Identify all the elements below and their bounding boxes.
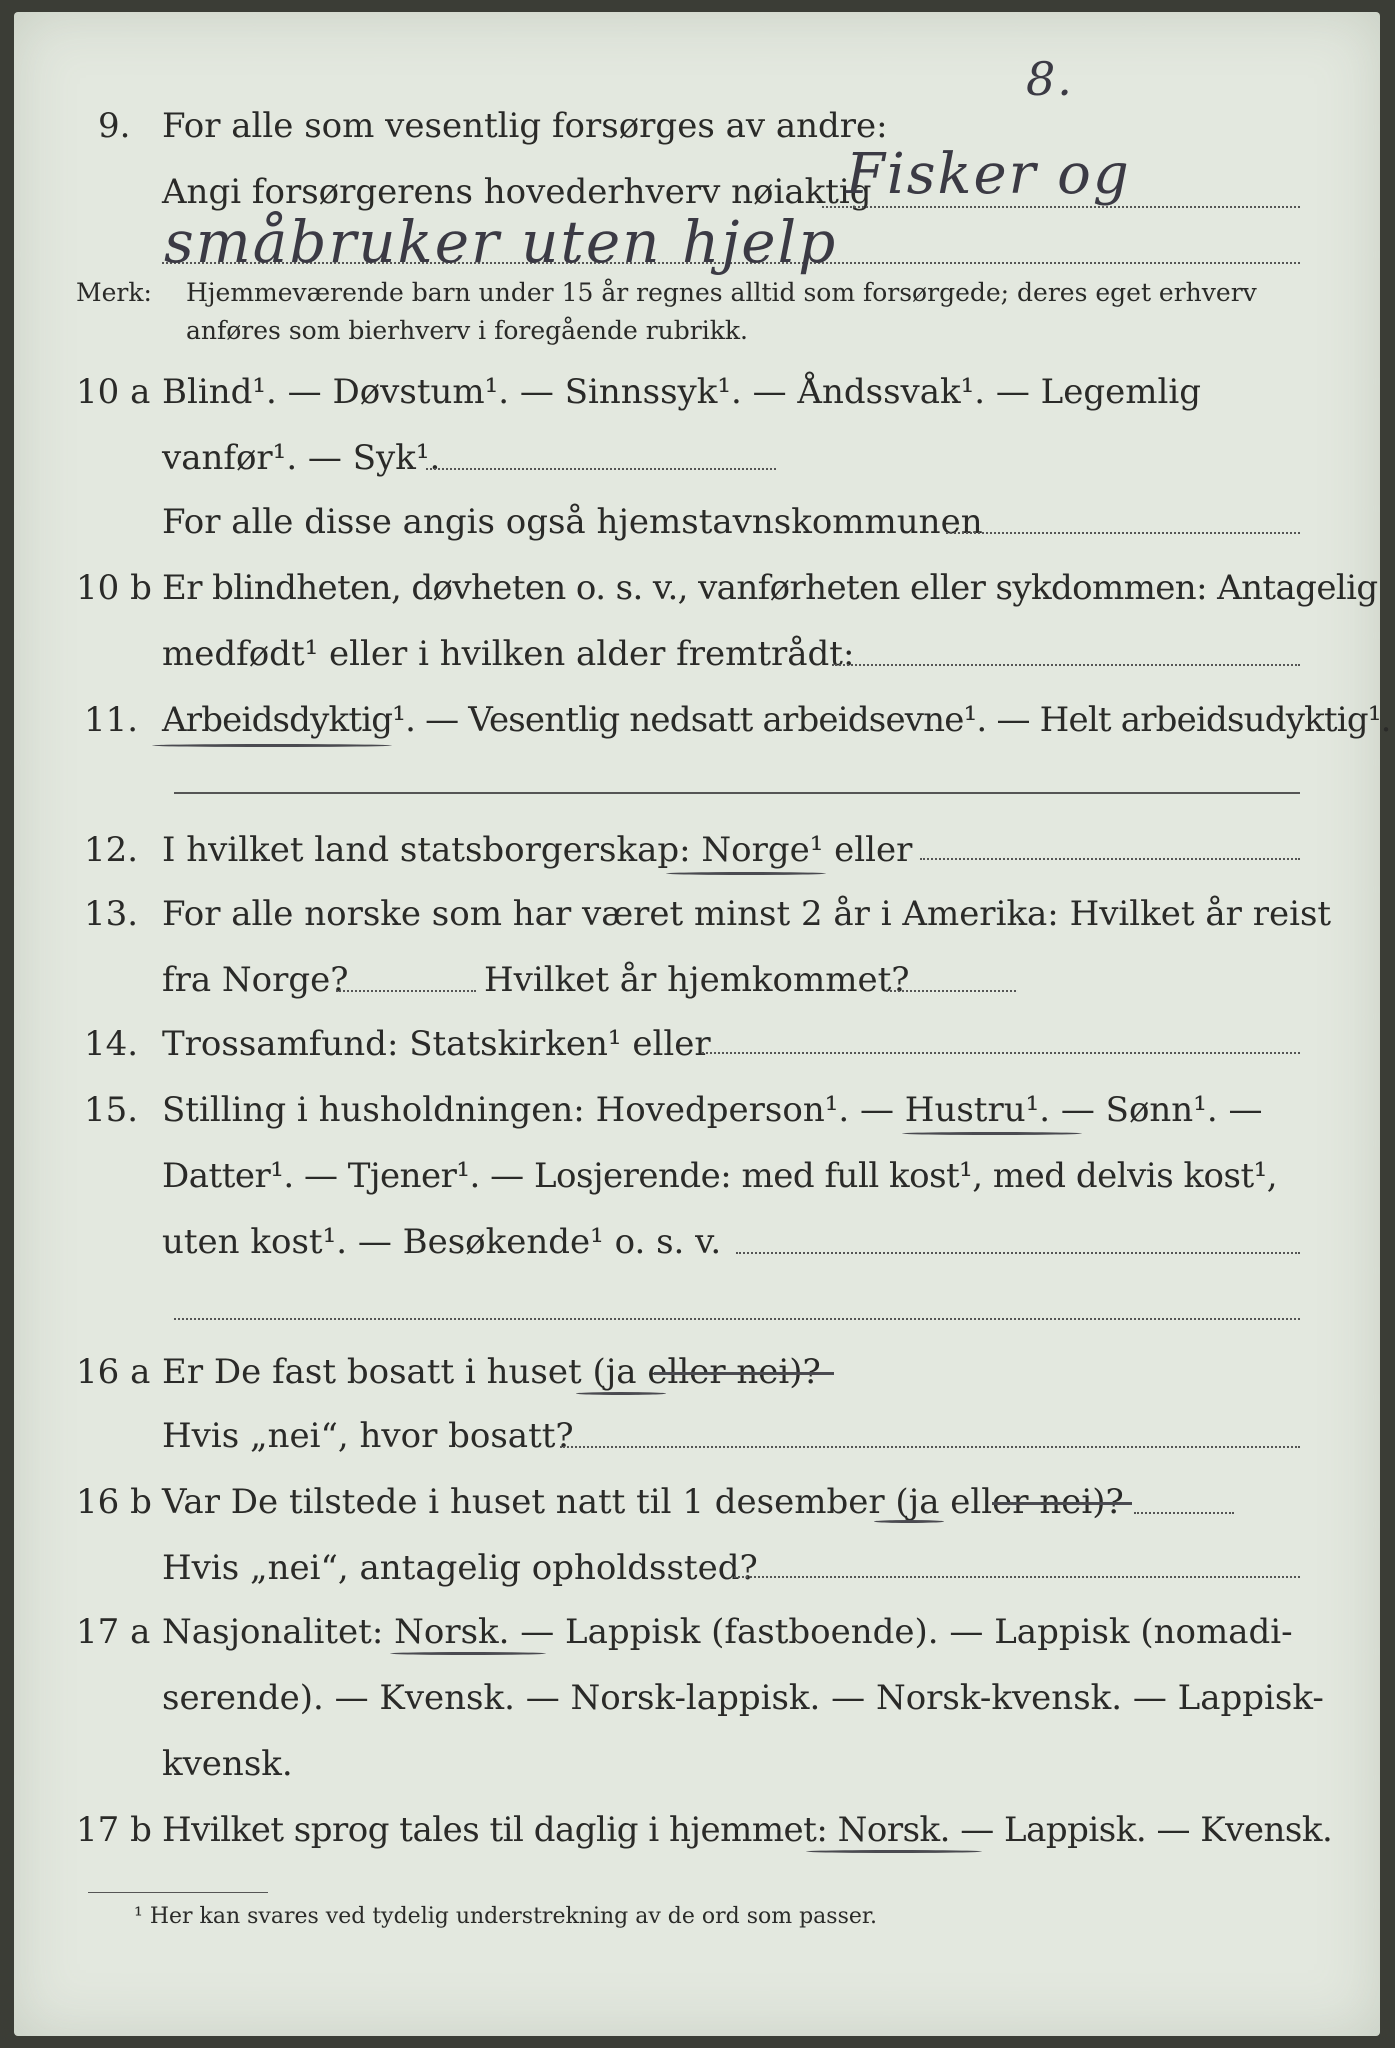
q17a-handwritten-underline [390, 1652, 546, 1655]
q9-number: 9. [98, 106, 131, 146]
q17b-handwritten-underline [806, 1850, 982, 1853]
q15-line2: Datter¹. — Tjener¹. — Losjerende: med full kost¹, med delvis kost¹, [162, 1156, 1278, 1196]
q12-handwritten-underline [666, 872, 826, 875]
page-number: 8. [1026, 52, 1074, 106]
q16a-line2-dots [560, 1446, 1300, 1448]
merk-line1: Hjemmeværende barn under 15 år regnes alltid som forsørgede; deres eget erhverv [186, 278, 1257, 307]
q13-line2b: Hvilket år hjemkommet? [484, 960, 910, 1000]
q10b-number: 10 b [76, 568, 152, 608]
q16b-line2: Hvis „nei“, antagelig opholdssted? [162, 1548, 758, 1588]
q16b-handwritten-underline [874, 1520, 944, 1523]
q15-line3: uten kost¹. — Besøkende¹ o. s. v. [162, 1222, 722, 1262]
q16a-strikethrough [654, 1372, 834, 1375]
q16a-number: 16 a [76, 1352, 151, 1392]
q16b-number: 16 b [76, 1482, 152, 1522]
q17a-line2: serende). — Kvensk. — Norsk-lappisk. — Norsk-kvensk. — Lappisk- [162, 1678, 1324, 1718]
q11-handwritten-underline [152, 744, 392, 747]
q15-line3-dots [736, 1252, 1300, 1254]
q9-line1: For alle som vesentlig forsørges av andre: [162, 106, 888, 146]
q13-number: 13. [84, 894, 139, 934]
q15-line1: Stilling i husholdningen: Hovedperson¹. — Hustru¹. — Sønn¹. — [162, 1090, 1263, 1130]
q14-line1: Trossamfund: Statskirken¹ eller [162, 1024, 711, 1064]
q15-handwritten-underline [902, 1132, 1082, 1135]
q12-number: 12. [84, 830, 139, 870]
q10a-line1: Blind¹. — Døvstum¹. — Sinnssyk¹. — Åndssvak¹. — Legemlig [162, 372, 1201, 412]
q9-handwritten-answer2: småbruker uten hjelp [164, 208, 838, 276]
q17b-number: 17 b [76, 1810, 152, 1850]
q15-number: 15. [84, 1090, 139, 1130]
q16a-line2: Hvis „nei“, hvor bosatt? [162, 1416, 574, 1456]
q14-line-dots [702, 1052, 1300, 1054]
q10a-line2: vanfør¹. — Syk¹. [162, 438, 441, 478]
q17a-line3: kvensk. [162, 1744, 293, 1784]
q11-number: 11. [84, 700, 139, 740]
merk-line2: anføres som bierhverv i foregående rubrikk. [186, 316, 748, 345]
q16a-handwritten-underline [576, 1392, 666, 1395]
q9-handwritten-answer1: Fisker og [846, 142, 1131, 207]
q12-line1: I hvilket land statsborgerskap: Norge¹ eller [162, 830, 913, 870]
footnote: ¹ Her kan svares ved tydelig understrekning av de ord som passer. [134, 1904, 877, 1929]
q10a-line3-dots [946, 532, 1300, 534]
q13-line1: For alle norske som har været minst 2 år i Amerika: Hvilket år reist [162, 894, 1332, 934]
q17b-line1: Hvilket sprog tales til daglig i hjemmet: Norsk. — Lappisk. — Kvensk. [162, 1810, 1333, 1850]
q11-line1: Arbeidsdyktig¹. — Vesentlig nedsatt arbeidsevne¹. — Helt arbeidsudyktig¹. [162, 700, 1391, 740]
q10b-line2-dots [832, 664, 1300, 666]
q9-line2: Angi forsørgerens hovederhverv nøiaktig [162, 172, 872, 212]
q17a-line1: Nasjonalitet: Norsk. — Lappisk (fastboende). — Lappisk (nomadi- [162, 1612, 1293, 1652]
q10a-line3: For alle disse angis også hjemstavnskommunen [162, 502, 983, 542]
q15-answer-line [174, 1318, 1300, 1320]
q13-line2a-dots [336, 990, 476, 992]
q10a-line2-dots [426, 468, 776, 470]
q16b-line1-dots [1134, 1512, 1234, 1514]
merk-label: Merk: [76, 278, 152, 307]
q10a-number: 10 a [76, 372, 151, 412]
q17a-number: 17 a [76, 1612, 151, 1652]
q13-line2b-dots [886, 990, 1016, 992]
q10b-line1: Er blindheten, døvheten o. s. v., vanførheten eller sykdommen: Antagelig [162, 568, 1378, 608]
q10b-line2: medfødt¹ eller i hvilken alder fremtrådt: [162, 634, 855, 674]
q12-line-dots [920, 858, 1300, 860]
q16b-strikethrough [992, 1502, 1132, 1505]
footnote-divider [88, 1892, 268, 1893]
q16a-line1: Er De fast bosatt i huset (ja eller nei)? [162, 1352, 821, 1392]
q14-number: 14. [84, 1024, 139, 1064]
q16b-line2-dots [734, 1576, 1300, 1578]
census-form-page [14, 12, 1391, 2036]
q16b-line1: Var De tilstede i huset natt til 1 desember (ja eller nei)? [162, 1482, 1124, 1522]
q11-answer-line [174, 792, 1300, 794]
q13-line2a: fra Norge? [162, 960, 349, 1000]
